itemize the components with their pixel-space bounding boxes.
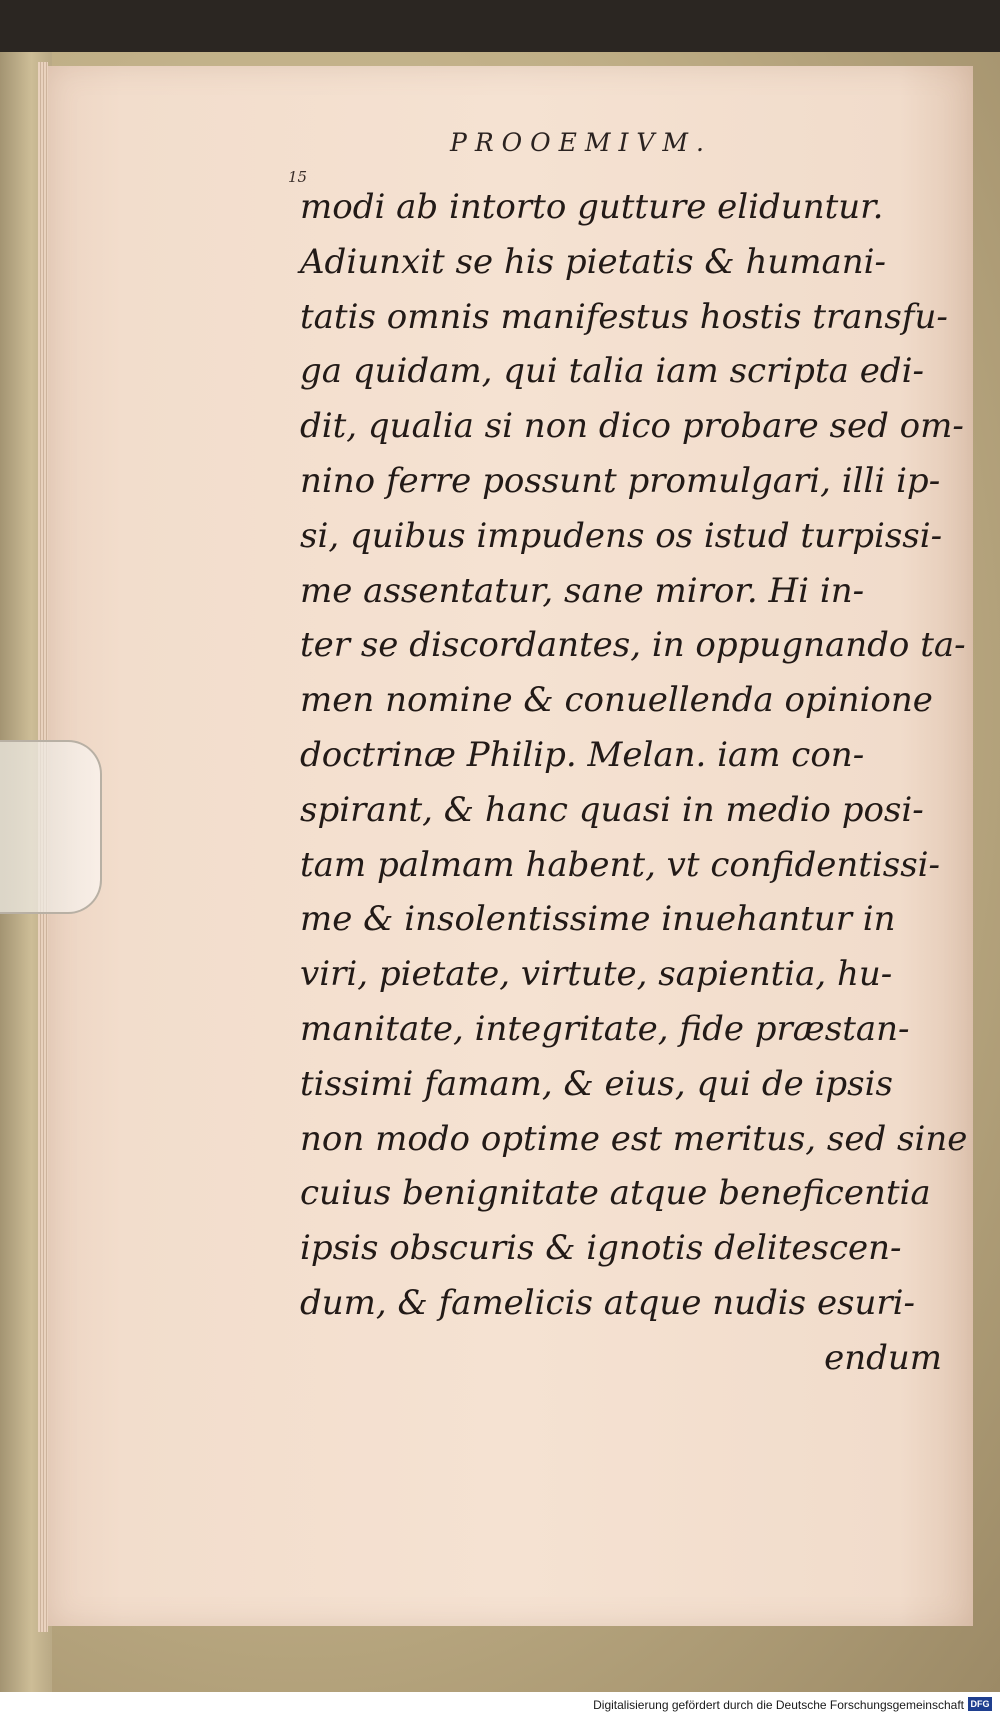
margin-note: 15 — [288, 168, 308, 186]
text-line: nino ferre possunt promulgari, illi ip- — [300, 460, 941, 501]
text-line: cuius benignitate atque beneficentia — [300, 1173, 931, 1214]
text-line: men nomine & conuellenda opinione — [300, 680, 933, 721]
text-line: doctrinæ Philip. Melan. iam con- — [300, 734, 865, 775]
text-line: dum, & famelicis atque nudis esuri- — [300, 1282, 916, 1323]
text-line: me & insolentissime inuehantur in — [300, 899, 896, 940]
text-line: ter se discordantes, in oppugnando ta- — [300, 625, 966, 666]
text-line: tam palmam habent, vt confidentissi- — [300, 844, 941, 885]
text-line: dit, qualia si non dico probare sed om- — [300, 406, 964, 447]
text-line: me assentatur, sane miror. Hi in- — [300, 570, 865, 611]
footer-bar — [0, 1692, 1000, 1720]
text-line: ga quidam, qui talia iam scripta edi- — [300, 351, 924, 392]
text-line: viri, pietate, virtute, sapientia, hu- — [300, 954, 893, 995]
text-line: spirant, & hanc quasi in medio posi- — [300, 789, 924, 830]
page-clip-tab — [0, 740, 102, 914]
running-title: PROOEMIVM. — [450, 128, 712, 157]
text-line: manitate, integritate, fide præstan- — [300, 1008, 910, 1049]
body-text — [300, 180, 968, 1386]
text-line: tissimi famam, & eius, qui de ipsis — [300, 1063, 893, 1104]
text-line: modi ab intorto gutture eliduntur. — [300, 187, 884, 227]
text-line: Adiunxit se his pietatis & humani- — [300, 241, 887, 282]
text-line: non modo optime est meritus, sed sine — [300, 1118, 968, 1159]
text-line: si, quibus impudens os istud turpissi- — [300, 515, 943, 556]
text-line: tatis omnis manifestus hostis transfu- — [300, 296, 948, 337]
funding-credit: Digitalisierung gefördert durch die Deutsche Forschungsgemeinschaft — [593, 1698, 964, 1712]
dfg-logo: DFG — [968, 1697, 992, 1711]
text-line: ipsis obscuris & ignotis delitescen- — [300, 1228, 902, 1269]
catchword: endum — [824, 1337, 942, 1378]
